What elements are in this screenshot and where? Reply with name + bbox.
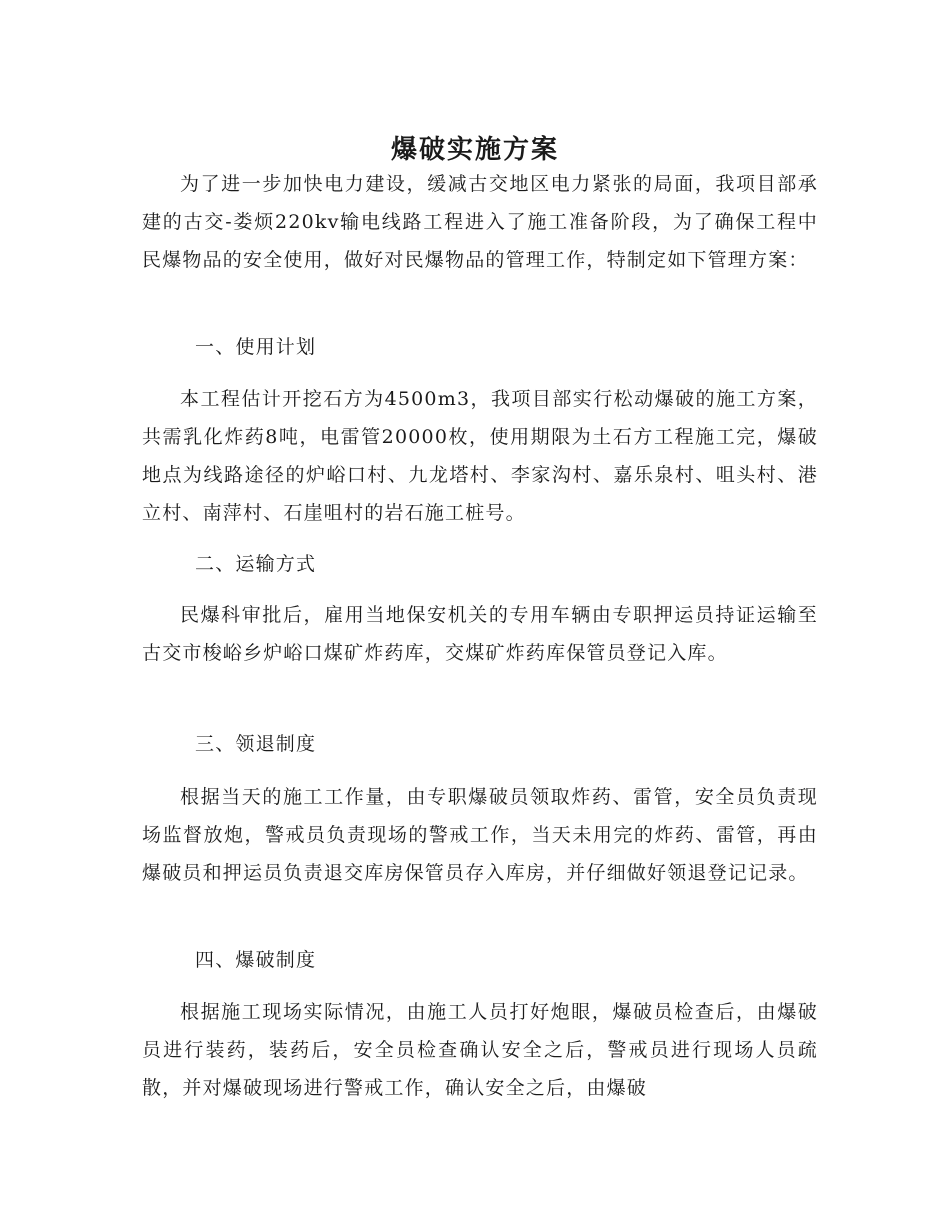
section-body-issue-return: 根据当天的施工工作量，由专职爆破员领取炸药、雷管，安全员负责现场监督放炮，警戒员负责现场的警戒工作，当天未用完的炸药、雷管，再由爆破员和押运员负责退交库房保管员存入库房，并仔细做好领退登记记录。 [142, 786, 818, 884]
section-body-transport: 民爆科审批后，雇用当地保安机关的专用车辆由专职押运员持证运输至古交市梭峪乡炉峪口煤矿炸药库，交煤矿炸药库保管员登记入库。 [142, 604, 818, 664]
section-body-usage-plan: 本工程估计开挖石方为4500m3，我项目部实行松动爆破的施工方案，共需乳化炸药8吨，电雷管20000枚，使用期限为土石方工程施工完，爆破地点为线路途径的炉峪口村、九龙塔村、李家沟村、嘉乐泉村、咀头村、港立村、南萍村、石崖咀村的岩石施工桩号。 [142, 388, 818, 524]
document-title: 爆破实施方案 [390, 135, 559, 166]
section-heading-issue-return: 三、领退制度 [195, 733, 317, 755]
intro-paragraph: 为了进一步加快电力建设，缓减古交地区电力紧张的局面，我项目部承建的古交-娄烦220kv输电线路工程进入了施工准备阶段，为了确保工程中民爆物品的安全使用，做好对民爆物品的管理工作，特制定如下管理方案： [142, 173, 818, 271]
section-heading-transport: 二、运输方式 [195, 553, 317, 575]
section-body-blasting: 根据施工现场实际情况，由施工人员打好炮眼，爆破员检查后，由爆破员进行装药，装药后，安全员检查确认安全之后，警戒员进行现场人员疏散，并对爆破现场进行警戒工作，确认安全之后，由爆破 [142, 1001, 818, 1099]
section-heading-blasting: 四、爆破制度 [195, 949, 317, 971]
section-heading-usage-plan: 一、使用计划 [195, 336, 317, 358]
